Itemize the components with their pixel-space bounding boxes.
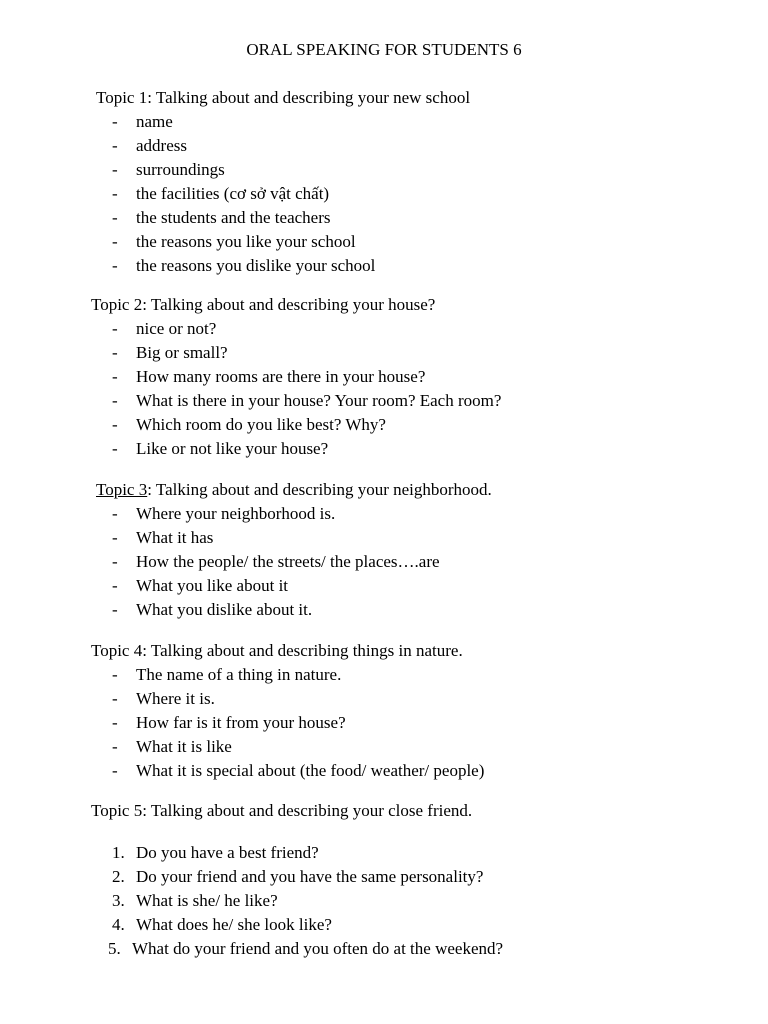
list-item: - What it has: [136, 526, 440, 550]
item-number: 5.: [108, 939, 121, 958]
item-text: Do your friend and you have the same personality?: [136, 867, 484, 886]
list-item: - What you like about it: [136, 574, 440, 598]
list-item: - Big or small?: [136, 341, 501, 365]
list-item: - What it is special about (the food/ weather/ people): [136, 759, 484, 783]
topic-1-heading: Topic 1: Talking about and describing your new school: [96, 88, 471, 107]
topic-2-list: [136, 317, 501, 461]
topic-3-heading: [96, 478, 492, 502]
item-text: What is she/ he like?: [136, 891, 278, 910]
list-item: - How the people/ the streets/ the places….are: [136, 550, 440, 574]
topic-3-label: Topic 3: [96, 480, 148, 499]
list-item: [112, 865, 507, 889]
topic-3-heading-text: : Talking about and describing your neighborhood.: [147, 480, 492, 499]
list-item: - Where it is.: [136, 687, 484, 711]
topic-5-heading: Topic 5: Talking about and describing your close friend.: [91, 801, 473, 820]
list-item: - the students and the teachers: [136, 206, 375, 230]
list-item: - What it is like: [136, 735, 484, 759]
list-item: - surroundings: [136, 158, 375, 182]
list-item: - nice or not?: [136, 317, 501, 341]
item-text: What does he/ she look like?: [136, 915, 332, 934]
topic-2-heading: Topic 2: Talking about and describing your house?: [91, 295, 436, 314]
list-item: [112, 841, 507, 865]
list-item: - Where your neighborhood is.: [136, 502, 440, 526]
list-item: - What is there in your house? Your room? Each room?: [136, 389, 501, 413]
list-item: - the reasons you dislike your school: [136, 254, 375, 278]
topic-4-list: [136, 663, 484, 783]
topic-5-list: [108, 841, 507, 961]
list-item: - the reasons you like your school: [136, 230, 375, 254]
list-item: - How far is it from your house?: [136, 711, 484, 735]
list-item: - The name of a thing in nature.: [136, 663, 484, 687]
list-item: - What you dislike about it.: [136, 598, 440, 622]
list-item: - address: [136, 134, 375, 158]
item-number: 2.: [112, 867, 125, 886]
item-number: 1.: [112, 843, 125, 862]
list-item: [112, 889, 507, 913]
topic-3-list: [136, 502, 440, 622]
topic-1-list: [136, 110, 375, 278]
list-item: [112, 913, 507, 937]
page-title: ORAL SPEAKING FOR STUDENTS 6: [246, 40, 522, 59]
list-item: [108, 937, 504, 961]
item-number: 4.: [112, 915, 125, 934]
topic-4-heading: Topic 4: Talking about and describing things in nature.: [91, 641, 463, 660]
list-item: - Which room do you like best? Why?: [136, 413, 501, 437]
list-item: - name: [136, 110, 375, 134]
item-text: Do you have a best friend?: [136, 843, 319, 862]
list-item: - Like or not like your house?: [136, 437, 501, 461]
list-item: - the facilities (cơ sở vật chất): [136, 182, 375, 206]
list-item: - How many rooms are there in your house?: [136, 365, 501, 389]
item-number: 3.: [112, 891, 125, 910]
item-text: What do your friend and you often do at the weekend?: [132, 939, 504, 958]
